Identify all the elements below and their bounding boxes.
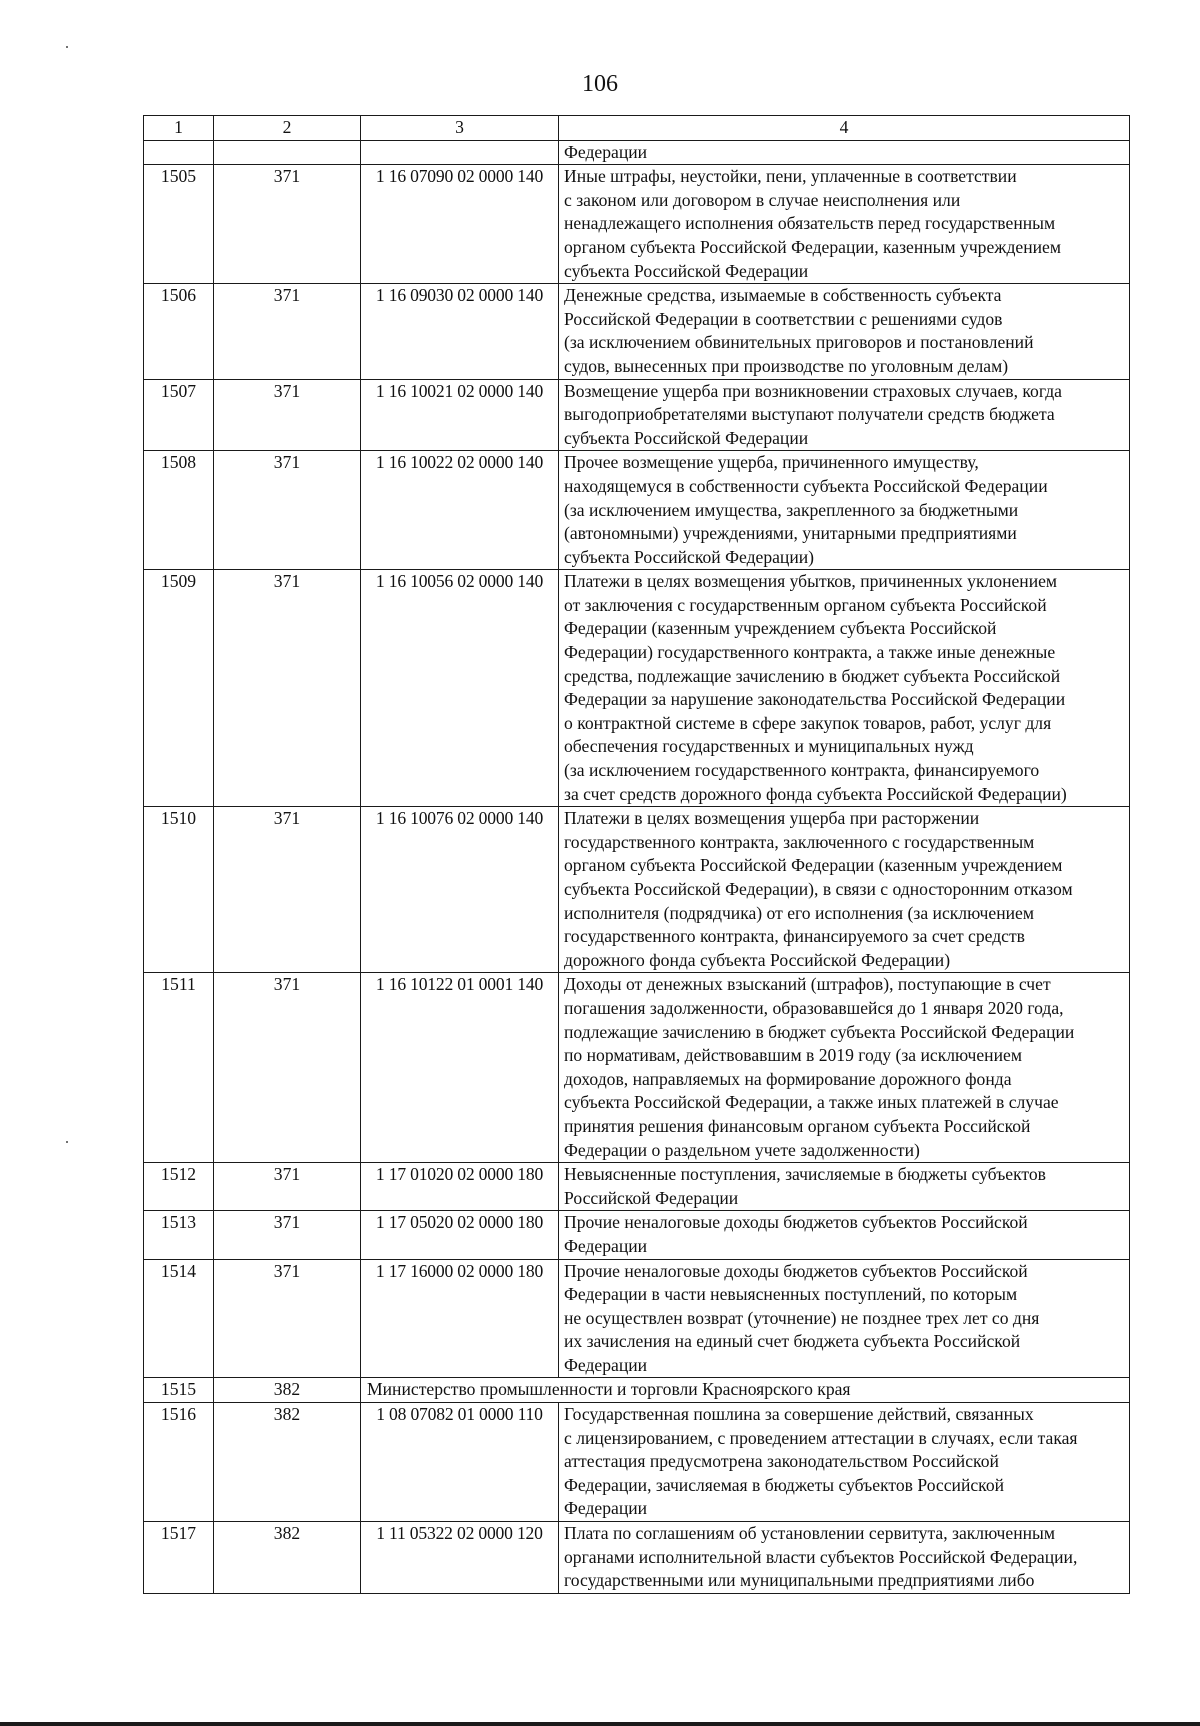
admin-code-cell: 382 — [214, 1378, 361, 1403]
description-line: Федерации в части невыясненных поступлений, по которым — [564, 1284, 1018, 1305]
description-line: исполнителя (подрядчика) от его исполнения (за исключением — [564, 902, 1034, 923]
description-line: Иные штрафы, неустойки, пени, уплаченные в соответствии — [564, 166, 1017, 187]
admin-code-cell: 371 — [214, 379, 361, 451]
column-header-1: 1 — [144, 116, 214, 141]
continuation-text: Федерации — [559, 140, 1130, 165]
description-line: Федерации (казенным учреждением субъекта Российской — [564, 618, 997, 639]
table-row — [144, 1378, 1130, 1403]
budget-code-cell: 1 16 10021 02 0000 140 — [361, 379, 559, 451]
description-line: субъекта Российской Федерации — [564, 260, 809, 281]
description-line: субъекта Российской Федерации), в связи с односторонним отказом — [564, 879, 1073, 899]
continuation-row — [144, 140, 1130, 165]
description-line: органом субъекта Российской Федерации (казенным учреждением — [564, 855, 1063, 876]
description-line: по нормативам, действовавшим в 2019 году (за исключением — [564, 1045, 1022, 1066]
description-line: Плата по соглашениям об установлении сервитута, заключенным — [564, 1523, 1055, 1544]
description-line: дорожного фонда субъекта Российской Федерации) — [564, 949, 951, 970]
admin-code-cell: 371 — [214, 1259, 361, 1378]
budget-code-cell: 1 16 10076 02 0000 140 — [361, 807, 559, 973]
revenue-description-cell — [559, 165, 1130, 284]
description-line: государственного контракта, финансируемого за счет средств — [564, 926, 1025, 947]
row-number-cell: 1507 — [144, 379, 214, 451]
description-line: доходов, направляемых на формирование дорожного фонда — [564, 1068, 1012, 1089]
description-line: Российской Федерации в соответствии с решениями судов — [564, 308, 1003, 329]
description-line: (автономными) учреждениями, унитарными предприятиями — [564, 523, 1017, 544]
description-line: Денежные средства, изымаемые в собственность субъекта — [564, 285, 1002, 306]
row-number-cell: 1511 — [144, 973, 214, 1163]
description-line: выгодоприобретателями выступают получатели средств бюджета — [564, 404, 1055, 425]
description-line: (за исключением имущества, закрепленного за бюджетными — [564, 499, 1019, 520]
description-line: Возмещение ущерба при возникновении страховых случаев, когда — [564, 380, 1062, 401]
description-line: погашения задолженности, образовавшейся до 1 января 2020 года, — [564, 997, 1064, 1018]
row-number-cell: 1505 — [144, 165, 214, 284]
row-number-cell: 1508 — [144, 451, 214, 570]
table-row — [144, 1259, 1130, 1378]
budget-code-cell: 1 16 10122 01 0001 140 — [361, 973, 559, 1163]
scan-speck — [66, 46, 68, 48]
description-line: Федерации, зачисляемая в бюджеты субъектов Российской — [564, 1474, 1005, 1495]
description-line: ненадлежащего исполнения обязательств перед государственным — [564, 213, 1056, 234]
description-line: подлежащие зачислению в бюджет субъекта Российской Федерации — [564, 1021, 1075, 1042]
budget-code-cell: 1 17 16000 02 0000 180 — [361, 1259, 559, 1378]
revenue-description-cell — [559, 379, 1130, 451]
table-row — [144, 284, 1130, 379]
description-line: аттестация предусмотрена законодательством Российской — [564, 1451, 999, 1472]
revenue-description-cell — [559, 1403, 1130, 1522]
row-number-cell: 1509 — [144, 570, 214, 807]
budget-code-cell: 1 08 07082 01 0000 110 — [361, 1403, 559, 1522]
description-line: (за исключением государственного контракта, финансируемого — [564, 760, 1040, 781]
revenue-codes-table — [143, 115, 1130, 1594]
description-line: государственными или муниципальными предприятиями либо — [564, 1570, 1035, 1591]
table-row — [144, 165, 1130, 284]
row-number-cell: 1515 — [144, 1378, 214, 1403]
revenue-description-cell — [559, 1211, 1130, 1259]
row-number-cell: 1506 — [144, 284, 214, 379]
table-row — [144, 1211, 1130, 1259]
revenue-description-cell — [559, 807, 1130, 973]
admin-code-cell: 371 — [214, 1163, 361, 1211]
admin-code-cell: 371 — [214, 284, 361, 379]
description-line: Платежи в целях возмещения ущерба при расторжении — [564, 808, 980, 829]
description-line: органом субъекта Российской Федерации, казенным учреждением — [564, 236, 1061, 257]
revenue-description-cell — [559, 451, 1130, 570]
revenue-description-cell — [559, 973, 1130, 1163]
description-line: Прочие неналоговые доходы бюджетов субъектов Российской — [564, 1260, 1028, 1281]
table-body — [144, 116, 1130, 1594]
description-line: их зачисления на единый счет бюджета субъекта Российской — [564, 1331, 1021, 1352]
revenue-description-cell — [559, 570, 1130, 807]
row-number-cell: 1516 — [144, 1403, 214, 1522]
table-row — [144, 379, 1130, 451]
row-number-cell: 1513 — [144, 1211, 214, 1259]
admin-code-cell: 371 — [214, 570, 361, 807]
budget-code-cell — [361, 140, 559, 165]
description-line: с лицензированием, с проведением аттестации в случаях, если такая — [564, 1427, 1078, 1448]
admin-code-cell — [214, 140, 361, 165]
scan-bottom-edge — [0, 1722, 1200, 1726]
description-line: обеспечения государственных и муниципальных нужд — [564, 736, 974, 757]
description-line: Федерации — [564, 1498, 648, 1519]
revenue-description-cell — [559, 1522, 1130, 1594]
description-line: Федерации о раздельном учете задолженности) — [564, 1139, 920, 1160]
description-line: Государственная пошлина за совершение действий, связанных — [564, 1404, 1034, 1425]
description-line: Прочие неналоговые доходы бюджетов субъектов Российской — [564, 1212, 1028, 1233]
row-number-cell: 1517 — [144, 1522, 214, 1594]
row-number-cell: 1510 — [144, 807, 214, 973]
administrator-name-cell: Министерство промышленности и торговли Красноярского края — [361, 1378, 1130, 1403]
description-line: Федерации — [564, 1354, 648, 1375]
budget-code-cell: 1 16 07090 02 0000 140 — [361, 165, 559, 284]
description-line: находящемуся в собственности субъекта Российской Федерации — [564, 475, 1048, 496]
budget-code-cell: 1 11 05322 02 0000 120 — [361, 1522, 559, 1594]
admin-code-cell: 382 — [214, 1403, 361, 1522]
admin-code-cell: 371 — [214, 451, 361, 570]
description-line: Платежи в целях возмещения убытков, причиненных уклонением — [564, 571, 1058, 592]
admin-code-cell: 371 — [214, 165, 361, 284]
description-line: о контрактной системе в сфере закупок товаров, работ, услуг для — [564, 712, 1052, 733]
scan-speck — [66, 1141, 68, 1143]
description-line: органами исполнительной власти субъектов Российской Федерации, — [564, 1546, 1078, 1567]
description-line: Российской Федерации — [564, 1187, 739, 1208]
description-line: Доходы от денежных взысканий (штрафов), поступающие в счет — [564, 974, 1051, 995]
description-line: субъекта Российской Федерации — [564, 427, 809, 448]
description-line: субъекта Российской Федерации, а также иных платежей в случае — [564, 1092, 1059, 1113]
budget-code-cell: 1 16 09030 02 0000 140 — [361, 284, 559, 379]
page-number: 106 — [582, 71, 618, 97]
admin-code-cell: 371 — [214, 1211, 361, 1259]
revenue-description-cell — [559, 1163, 1130, 1211]
description-line: Федерации — [564, 1235, 648, 1256]
table-row — [144, 1403, 1130, 1522]
description-line: (за исключением обвинительных приговоров и постановлений — [564, 332, 1034, 353]
budget-code-cell: 1 17 05020 02 0000 180 — [361, 1211, 559, 1259]
table-row — [144, 807, 1130, 973]
column-number-row — [144, 116, 1130, 141]
description-line: от заключения с государственным органом субъекта Российской — [564, 594, 1047, 615]
description-line: не осуществлен возврат (уточнение) не позднее трех лет со дня — [564, 1307, 1040, 1328]
budget-code-cell: 1 16 10056 02 0000 140 — [361, 570, 559, 807]
description-line: судов, вынесенных при производстве по уголовным делам) — [564, 355, 1009, 376]
description-line: Невыясненные поступления, зачисляемые в бюджеты субъектов — [564, 1164, 1046, 1185]
description-line: Федерации) государственного контракта, а также иные денежные — [564, 642, 1056, 663]
revenue-description-cell — [559, 284, 1130, 379]
description-line: за счет средств дорожного фонда субъекта Российской Федерации) — [564, 783, 1067, 804]
table-row — [144, 1163, 1130, 1211]
revenue-description-cell — [559, 1259, 1130, 1378]
row-number-cell — [144, 140, 214, 165]
table-row — [144, 451, 1130, 570]
description-line: государственного контракта, заключенного с государственным — [564, 831, 1035, 852]
column-header-4: 4 — [559, 116, 1130, 141]
budget-code-cell: 1 16 10022 02 0000 140 — [361, 451, 559, 570]
row-number-cell: 1512 — [144, 1163, 214, 1211]
column-header-2: 2 — [214, 116, 361, 141]
admin-code-cell: 382 — [214, 1522, 361, 1594]
description-line: Федерации за нарушение законодательства Российской Федерации — [564, 689, 1066, 710]
description-line: Прочее возмещение ущерба, причиненного имуществу, — [564, 452, 979, 473]
description-line: средства, подлежащие зачислению в бюджет субъекта Российской — [564, 665, 1061, 686]
budget-code-cell: 1 17 01020 02 0000 180 — [361, 1163, 559, 1211]
admin-code-cell: 371 — [214, 973, 361, 1163]
table-row — [144, 1522, 1130, 1594]
admin-code-cell: 371 — [214, 807, 361, 973]
table-row — [144, 570, 1130, 807]
column-header-3: 3 — [361, 116, 559, 141]
description-line: принятия решения финансовым органом субъекта Российской — [564, 1115, 1031, 1136]
row-number-cell: 1514 — [144, 1259, 214, 1378]
description-line: субъекта Российской Федерации) — [564, 546, 815, 567]
description-line: с законом или договором в случае неисполнения или — [564, 189, 961, 210]
table-row — [144, 973, 1130, 1163]
